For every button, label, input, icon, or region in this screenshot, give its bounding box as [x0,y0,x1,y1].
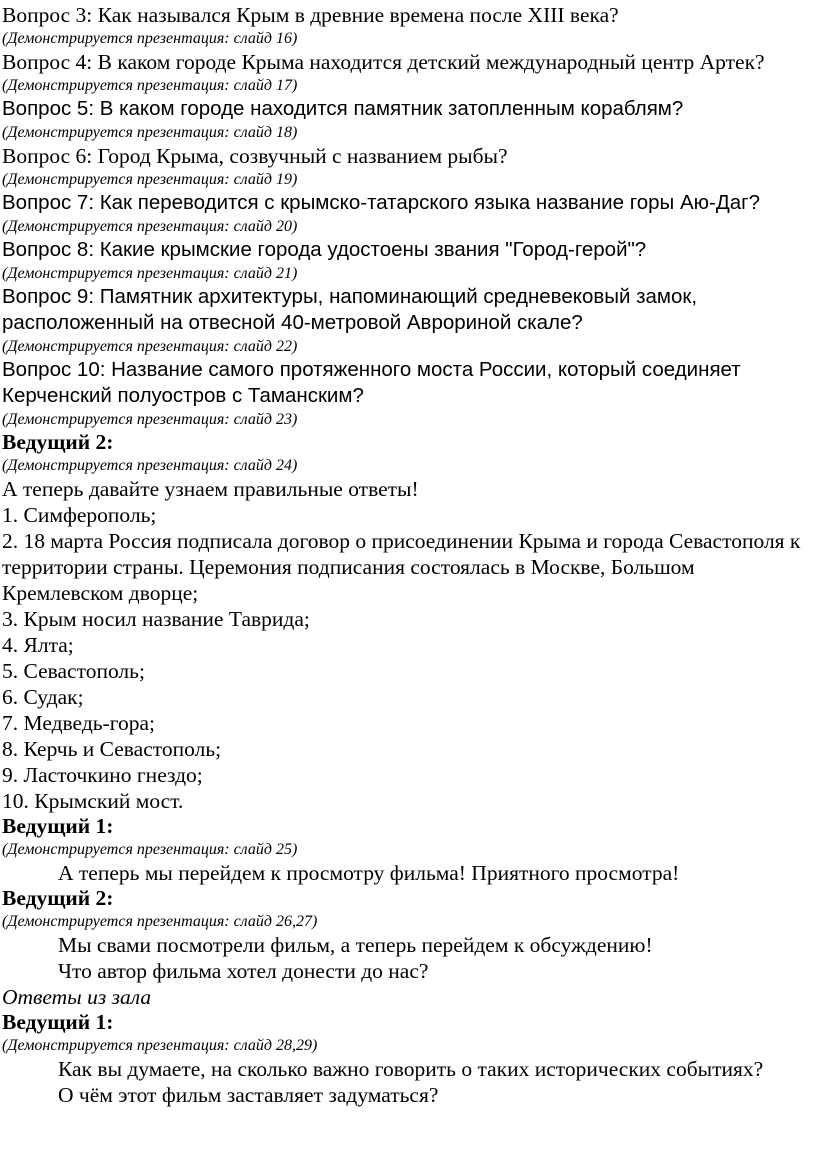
host-1-line: О чём этот фильм заставляет задуматься? [58,1083,439,1107]
host-1-heading: Ведущий 1: [2,814,114,838]
answer-item: 8. Керчь и Севастополь; [2,737,222,761]
answer-item: 4. Ялта; [2,633,74,657]
host-2-heading: Ведущий 2: [2,430,114,454]
question-7: Вопрос 7: Как переводится с крымско-татарского языка название горы Аю-Даг? [2,191,760,214]
answer-item: 6. Судак; [2,685,84,709]
question-10: Вопрос 10: Название самого протяженного моста России, который соединяет Керченский полуостров с Таманским? [2,358,741,407]
host-1-line: Как вы думаете, на сколько важно говорить о таких исторических событиях? [58,1057,764,1081]
answer-item: 2. 18 марта Россия подписала договор о присоединении Крыма и города Севастополя к территории страны. Церемония подписания состоялась в Москве, Большом Кремлевском дворце; [2,529,801,605]
slide-note-17: (Демонстрируется презентация: слайд 17) [2,77,298,94]
slide-note-19: (Демонстрируется презентация: слайд 19) [2,171,298,188]
host-2-heading: Ведущий 2: [2,886,114,910]
audience-answers: Ответы из зала [2,985,152,1009]
host-1-line: А теперь мы перейдем к просмотру фильма! Приятного просмотра! [58,861,680,885]
question-8: Вопрос 8: Какие крымские города удостоены звания "Город-герой"? [2,238,647,261]
slide-note-22: (Демонстрируется презентация: слайд 22) [2,338,298,355]
slide-note-20: (Демонстрируется презентация: слайд 20) [2,218,298,235]
answer-item: 3. Крым носил название Таврида; [2,607,310,631]
answer-item: 7. Медведь-гора; [2,711,156,735]
question-9: Вопрос 9: Памятник архитектуры, напоминающий средневековый замок, расположенный на отвесной 40-метровой Аврориной скале? [2,285,698,334]
host-2-line: Что автор фильма хотел донести до нас? [58,959,429,983]
slide-note-26-27: (Демонстрируется презентация: слайд 26,27) [2,913,318,930]
question-6: Вопрос 6: Город Крыма, созвучный с названием рыбы? [2,144,508,168]
question-5: Вопрос 5: В каком городе находится памятник затопленным кораблям? [2,97,684,120]
host-2-line: Мы свами посмотрели фильм, а теперь перейдем к обсуждению! [58,933,653,957]
answers-intro: А теперь давайте узнаем правильные ответы! [2,477,419,501]
slide-note-16: (Демонстрируется презентация: слайд 16) [2,30,298,47]
slide-note-21: (Демонстрируется презентация: слайд 21) [2,265,298,282]
answer-item: 5. Севастополь; [2,659,145,683]
answer-item: 10. Крымский мост. [2,789,184,813]
slide-note-23: (Демонстрируется презентация: слайд 23) [2,411,298,428]
question-4: Вопрос 4: В каком городе Крыма находится детский международный центр Артек? [2,50,765,74]
slide-note-25: (Демонстрируется презентация: слайд 25) [2,841,298,858]
host-1-heading: Ведущий 1: [2,1010,114,1034]
slide-note-28-29: (Демонстрируется презентация: слайд 28,29) [2,1037,318,1054]
question-3: Вопрос 3: Как назывался Крым в древние времена после XIII века? [2,3,619,27]
slide-note-18: (Демонстрируется презентация: слайд 18) [2,124,298,141]
slide-note-24: (Демонстрируется презентация: слайд 24) [2,457,298,474]
answer-item: 9. Ласточкино гнездо; [2,763,203,787]
answer-item: 1. Симферополь; [2,503,157,527]
